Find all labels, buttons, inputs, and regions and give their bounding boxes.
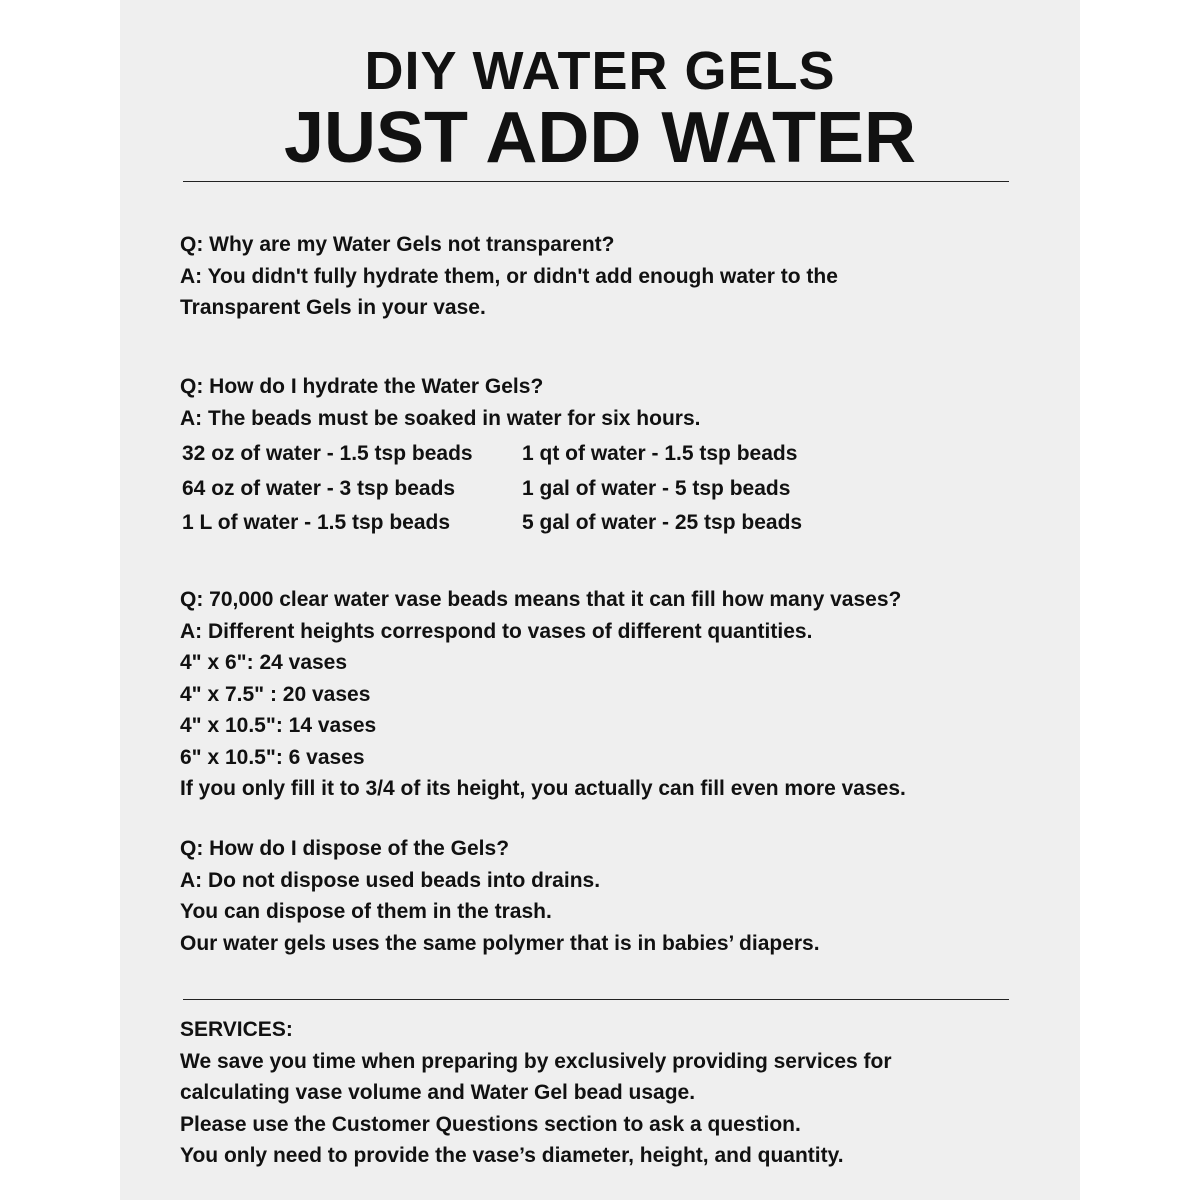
- vase-size-item: 4" x 6": 24 vases: [180, 651, 348, 674]
- vase-size-item: 4" x 10.5": 14 vases: [180, 714, 377, 737]
- faq-answer-line: You can dispose of them in the trash.: [180, 900, 552, 923]
- vase-size-item: 6" x 10.5": 6 vases: [180, 745, 365, 769]
- faq-vase-count: [180, 584, 906, 805]
- faq-note: If you only fill it to 3/4 of its height, you actually can fill even more vases.: [180, 777, 906, 800]
- title-line-2: JUST ADD WATER: [283, 98, 916, 178]
- faq-hydrate: [180, 371, 700, 434]
- ratio-row: [182, 506, 802, 541]
- faq-question: Q: How do I dispose of the Gels?: [180, 837, 510, 860]
- faq-answer-line: A: You didn't fully hydrate them, or didn't add enough water to the: [180, 264, 838, 288]
- services-line: We save you time when preparing by exclusively providing services for: [180, 1049, 892, 1073]
- ratio-cell: 32 oz of water - 1.5 tsp beads: [182, 442, 473, 465]
- faq-answer-line: A: The beads must be soaked in water for six hours.: [180, 406, 701, 430]
- hydration-ratio-table: [182, 437, 802, 541]
- ratio-cell: 1 gal of water - 5 tsp beads: [522, 476, 791, 500]
- services-line: Please use the Customer Questions section to ask a question.: [180, 1112, 801, 1136]
- faq-question: Q: How do I hydrate the Water Gels?: [180, 375, 544, 398]
- services-heading: SERVICES:: [180, 1018, 293, 1041]
- faq-answer-line: Transparent Gels in your vase.: [180, 296, 486, 319]
- ratio-cell: 5 gal of water - 25 tsp beads: [522, 511, 803, 534]
- document-page: [120, 0, 1080, 1200]
- faq-transparency: [180, 229, 838, 324]
- faq-answer-line: A: Different heights correspond to vases of different quantities.: [180, 619, 813, 643]
- faq-answer-line: A: Do not dispose used beads into drains.: [180, 868, 601, 892]
- faq-dispose: [180, 833, 820, 959]
- ratio-row: [182, 472, 802, 507]
- services-line: You only need to provide the vase’s diameter, height, and quantity.: [180, 1144, 844, 1167]
- ratio-row: [182, 437, 802, 472]
- ratio-cell: 1 L of water - 1.5 tsp beads: [182, 511, 451, 534]
- title-line-1: DIY WATER GELS: [364, 41, 836, 101]
- ratio-cell: 64 oz of water - 3 tsp beads: [182, 476, 456, 500]
- vase-size-item: 4" x 7.5" : 20 vases: [180, 682, 371, 706]
- ratio-cell: 1 qt of water - 1.5 tsp beads: [522, 442, 798, 465]
- bottom-divider: [183, 999, 1009, 1000]
- faq-question: Q: Why are my Water Gels not transparent?: [180, 233, 615, 256]
- faq-answer-line: Our water gels uses the same polymer that is in babies’ diapers.: [180, 931, 820, 955]
- faq-question: Q: 70,000 clear water vase beads means that it can fill how many vases?: [180, 588, 902, 611]
- top-divider: [183, 181, 1009, 182]
- services-section: [180, 1014, 892, 1172]
- services-line: calculating vase volume and Water Gel bead usage.: [180, 1081, 696, 1104]
